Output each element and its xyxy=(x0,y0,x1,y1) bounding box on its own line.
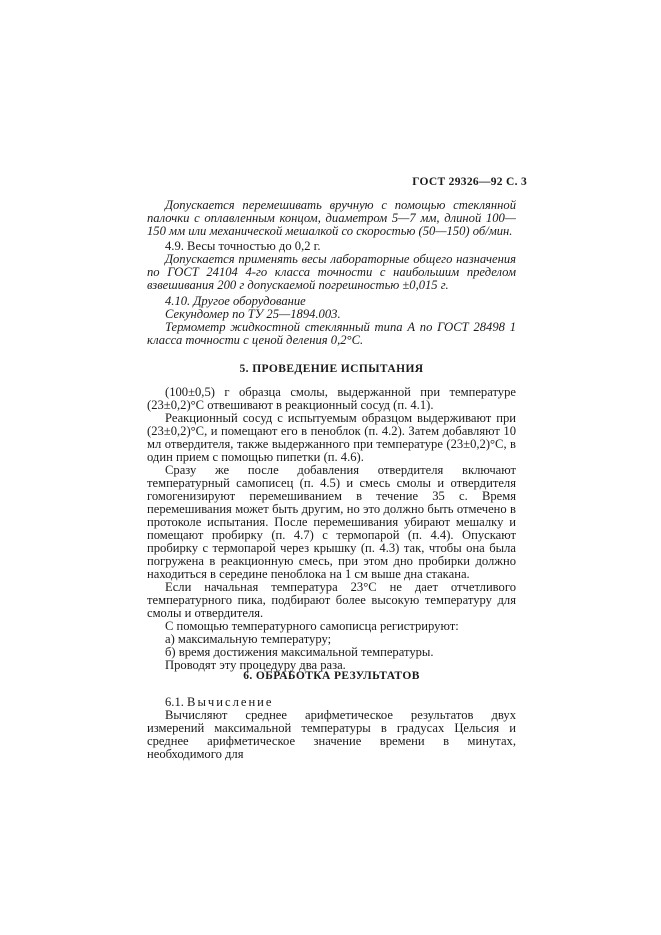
paragraph-vessel: Реакционный сосуд с испытуемым образцом выдерживают при (23±0,2)°С, и помещают его в пеноблок (п. 4.2). Затем добавляют 10 мл отвердителя, также выдержанного при температуре (23±0,2)°С, в один прием с помощью пипетки (п. 4.6). xyxy=(147,411,516,464)
list-item-a: а) максимальную температуру; xyxy=(165,632,332,646)
section-6-heading: 6. ОБРАБОТКА РЕЗУЛЬТАТОВ xyxy=(243,670,420,682)
paragraph-register: С помощью температурного самописца регистрируют: xyxy=(165,619,459,633)
section-5-heading: 5. ПРОВЕДЕНИЕ ИСПЫТАНИЯ xyxy=(239,363,424,375)
paragraph-scales: Допускается применять весы лабораторные общего назначения по ГОСТ 24104 4-го класса точности с наибольшим пределом взвешивания 200 г допускаемой погрешностью ±0,015 г. xyxy=(147,252,516,292)
running-header: ГОСТ 29326—92 С. 3 xyxy=(412,176,527,188)
list-item-b: б) время достижения максимальной температуры. xyxy=(165,645,434,659)
paragraph-sample: (100±0,5) г образца смолы, выдержанной при температуре (23±0,2)°С отвешивают в реакционный сосуд (п. 4.1). xyxy=(147,385,516,412)
paragraph-mixing: Допускается перемешивать вручную с помощью стеклянной палочки с оплавленным концом, диаметром 5—7 мм, длиной 100—150 мм или механической мешалкой со скоростью (50—150) об/мин. xyxy=(147,198,516,238)
subsection-title: Вычисление xyxy=(187,695,274,709)
section-5-block xyxy=(147,363,516,375)
paragraph-stopwatch: Секундомер по ТУ 25—1894.003. xyxy=(165,307,341,321)
section-5-body xyxy=(147,386,516,672)
section-6-body xyxy=(147,696,516,761)
paragraph-4-9: 4.9. Весы точностью до 0,2 г. xyxy=(165,239,321,253)
paragraph-thermometer: Термометр жидкостной стеклянный типа А по ГОСТ 28498 1 класса точности с ценой деления 0,2°С. xyxy=(147,320,516,347)
paragraph-recorder: Сразу же после добавления отвердителя включают температурный самописец (п. 4.5) и смесь смолы и отвердителя гомогенизируют перемешиванием в течение 35 с. Время перемешивания может быть другим, но это должно быть отмечено в протоколе испытания. После перемешивания убирают мешалку и помещают пробирку (п. 4.7) с термопарой (п. 4.4). Опускают пробирку с термопарой через крышку (п. 4.3) так, чтобы она была погружена в реакционную смесь, при этом дно пробирки должно находиться в середине пеноблока на 1 см выше дна стакана. xyxy=(147,463,516,581)
paragraph-repeat: Проводят эту процедуру два раза. xyxy=(165,658,346,672)
section-4-block xyxy=(147,199,516,347)
paragraph-4-10: 4.10. Другое оборудование xyxy=(165,294,306,308)
subsection-number: 6.1. xyxy=(165,695,184,709)
paragraph-calculation: Вычисляют среднее арифметическое результатов двух измерений максимальной температуры в градусах Цельсия и среднее арифметическое значение времени в минутах, необходимого для xyxy=(147,708,516,761)
paragraph-initial-temp: Если начальная температура 23°С не дает отчетливого температурного пика, подбирают более высокую температуру для смолы и отвердителя. xyxy=(147,580,516,620)
section-6-block xyxy=(147,670,516,682)
